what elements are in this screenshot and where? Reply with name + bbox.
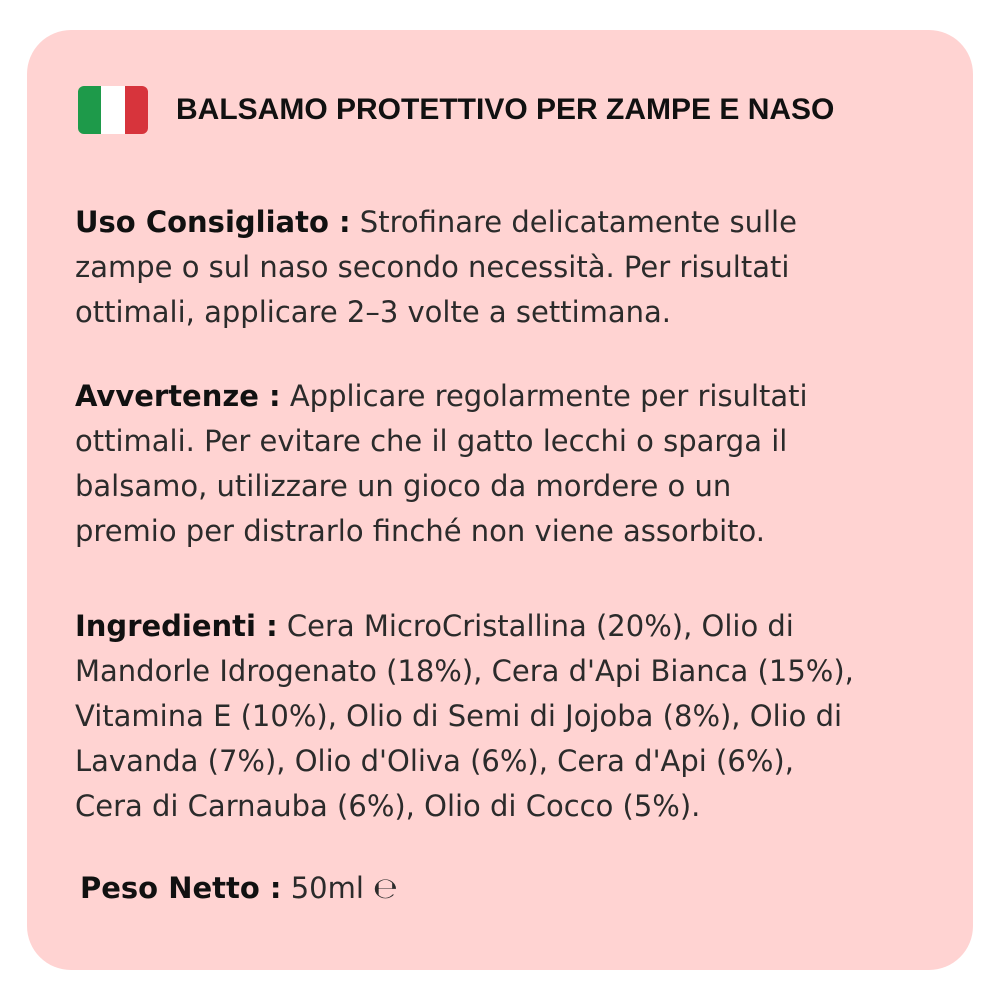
ingredients-text-1: Cera MicroCristallina (20%), Olio di [277,609,794,643]
warnings-text-2: ottimali. Per evitare che il gatto lecchi o sparga il [75,424,788,458]
usage-label: Uso Consigliato : [75,205,351,239]
warnings-section [75,374,935,554]
net-weight [80,866,398,911]
ingredients-line-1 [75,604,935,649]
net-weight-label: Peso Netto : [80,871,282,905]
warnings-label: Avvertenze : [75,379,281,413]
warnings-line-1 [75,374,935,419]
warnings-text-3: balsamo, utilizzare un gioco da mordere o un [75,469,732,503]
warnings-text-1: Applicare regolarmente per risultati [280,379,808,413]
usage-text-2: zampe o sul naso secondo necessità. Per risultati [75,250,790,284]
ingredients-text-4: Lavanda (7%), Olio d'Oliva (6%), Cera d'Api (6%), [75,744,794,778]
flag-stripe-white [101,86,124,134]
ingredients-text-2: Mandorle Idrogenato (18%), Cera d'Api Bianca (15%), [75,654,854,688]
usage-text-1: Strofinare delicatamente sulle [350,205,797,239]
ingredients-section [75,604,935,829]
warnings-text-4: premio per distrarlo finché non viene assorbito. [75,514,765,548]
product-title: BALSAMO PROTETTIVO PER ZAMPE E NASO [176,93,835,126]
flag-stripe-red [125,86,148,134]
ingredients-text-3: Vitamina E (10%), Olio di Semi di Jojoba (8%), Olio di [75,699,843,733]
ingredients-label: Ingredienti : [75,609,278,643]
usage-text-3: ottimali, applicare 2–3 volte a settimana. [75,295,672,329]
net-weight-value: 50ml ℮ [281,871,398,905]
ingredients-text-5: Cera di Carnauba (6%), Olio di Cocco (5%). [75,789,701,823]
flag-stripe-green [78,86,101,134]
italian-flag-icon [78,86,148,134]
usage-line-1 [75,200,935,245]
usage-section [75,200,935,335]
